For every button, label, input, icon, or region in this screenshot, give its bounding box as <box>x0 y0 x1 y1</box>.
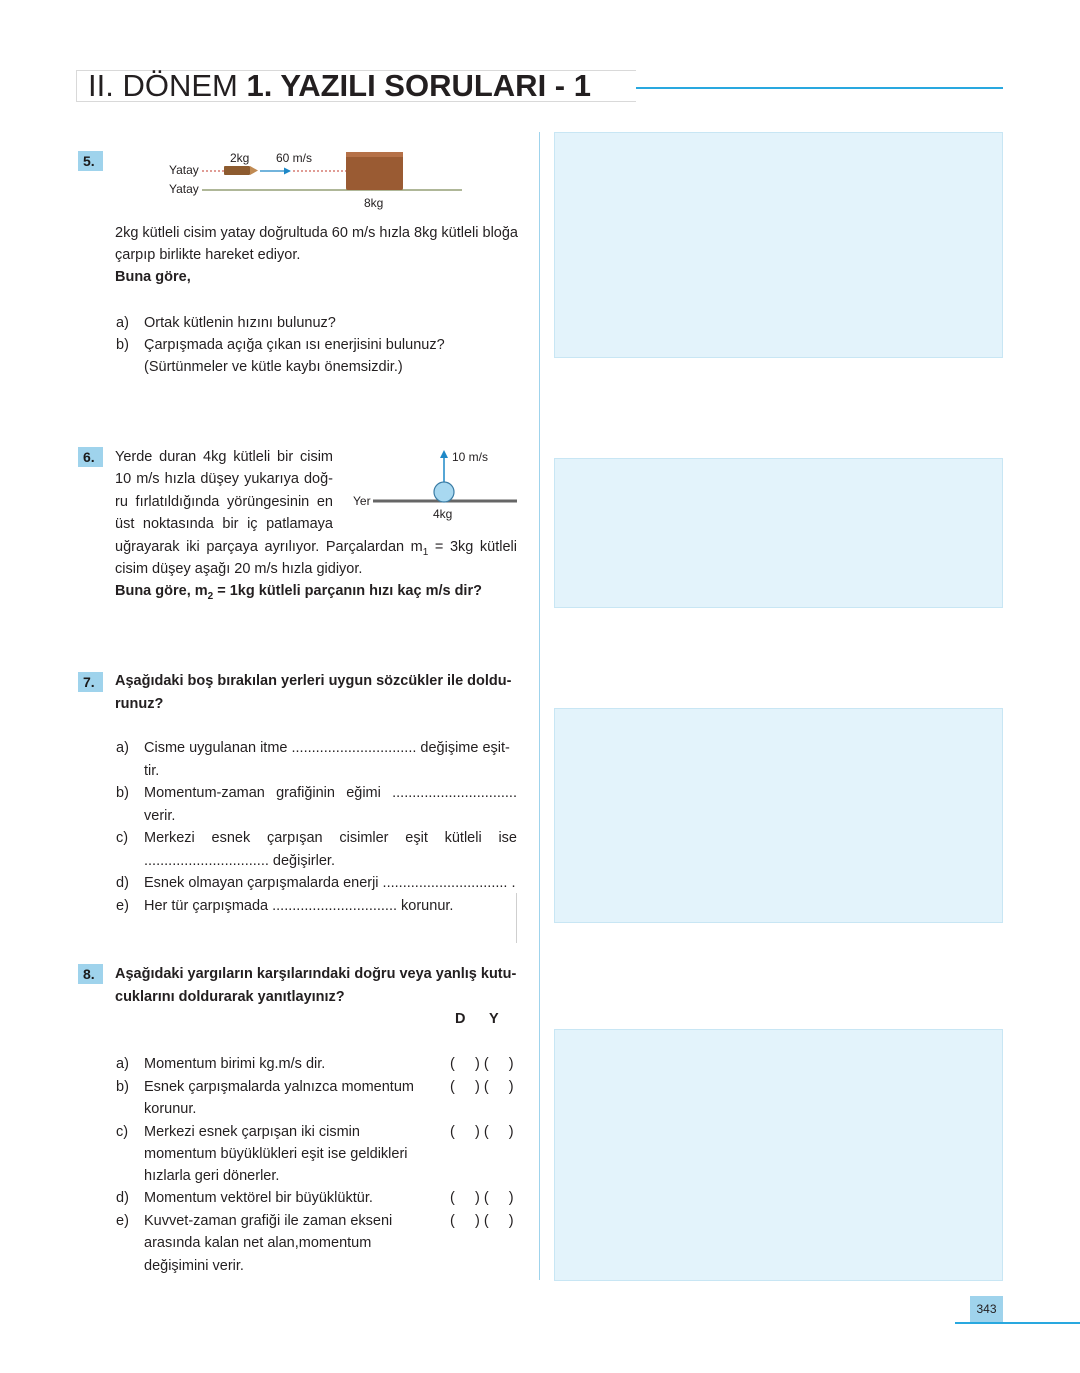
q7-e-line-1: Her tür çarpışmada ............................... korunur. <box>144 898 454 914</box>
column-divider <box>539 132 540 1280</box>
q5-item-a-label: a) <box>116 315 129 331</box>
q8-title-2: cuklarını doldurarak yanıtlayınız? <box>115 989 345 1005</box>
q8-e-line-1: Kuvvet-zaman grafiği ile zaman ekseni <box>144 1213 393 1229</box>
ball-icon <box>434 482 454 502</box>
label-yatay-top: Yatay <box>169 163 199 177</box>
q8-d-checkboxes[interactable]: ( ) ( ) <box>450 1190 514 1206</box>
q5-text-1: 2kg kütleli cisim yatay doğrultuda 60 m/s hızla 8kg kütleli bloğa <box>115 225 518 241</box>
q7-title-2: runuz? <box>115 696 164 712</box>
q5-text-2: çarpıp birlikte hareket ediyor. <box>115 247 301 263</box>
q7-side-rule <box>516 893 517 943</box>
answer-box-q7[interactable] <box>554 708 1003 923</box>
q6-line-3: ru fırlatıldığında yörüngesinin en <box>115 494 333 510</box>
q6-line-2: 10 m/s hızla düşey yukarıya doğ- <box>115 471 333 487</box>
question-number-7: 7. <box>78 672 103 692</box>
question-number-6: 6. <box>78 447 103 467</box>
q5-item-b-label: b) <box>116 337 129 353</box>
q8-c-checkboxes[interactable]: ( ) ( ) <box>450 1124 514 1140</box>
launch-diagram <box>345 445 520 525</box>
q7-d-line-1: Esnek olmayan çarpışmalarda enerji ............................... . <box>144 875 516 891</box>
question-number-5: 5. <box>78 151 103 171</box>
bullet-icon <box>224 166 258 175</box>
mass2-label: 8kg <box>364 196 384 210</box>
q7-d-label: d) <box>116 875 129 891</box>
q7-c-line-2: ............................... değişirler. <box>144 853 335 869</box>
answer-box-q6[interactable] <box>554 458 1003 608</box>
q8-c-label: c) <box>116 1124 129 1140</box>
question-number-8: 8. <box>78 964 103 984</box>
footer-rule <box>955 1322 1080 1324</box>
q8-b-label: b) <box>116 1079 129 1095</box>
q5-item-a-text: Ortak kütlenin hızını bulunuz? <box>144 315 336 331</box>
title-rule <box>636 87 1003 89</box>
q6-line-4: üst noktasında bir iç patlamaya <box>115 516 333 532</box>
q5-item-note: (Sürtünmeler ve kütle kaybı önemsizdir.) <box>144 359 403 375</box>
ground-label: Yer <box>353 494 371 508</box>
q8-e-label: e) <box>116 1213 129 1229</box>
q7-e-label: e) <box>116 898 129 914</box>
q6-line-1: Yerde duran 4kg kütleli bir cisim <box>115 449 333 465</box>
q8-b-line-2: korunur. <box>144 1101 197 1117</box>
q8-b-line-1: Esnek çarpışmalarda yalnızca momentum <box>144 1079 414 1095</box>
q7-b-line-1: Momentum-zaman grafiğinin eğimi ............................... <box>144 785 517 801</box>
column-header-y: Y <box>489 1011 499 1027</box>
arrow-icon <box>284 168 291 175</box>
page-title: II. DÖNEM 1. YAZILI SORULARI - 1 <box>88 68 591 103</box>
q7-b-label: b) <box>116 785 129 801</box>
q6-speed-label: 10 m/s <box>452 450 489 464</box>
q8-a-line-1: Momentum birimi kg.m/s dir. <box>144 1056 326 1072</box>
q7-c-label: c) <box>116 830 129 846</box>
q6-question: Buna göre, $m_2 = 1kg$ kütleli parçanın hızı kaç m/s dir? <box>115 583 482 602</box>
q8-a-checkboxes[interactable]: ( ) ( ) <box>450 1056 514 1072</box>
q8-e-line-3: değişimini verir. <box>144 1258 244 1274</box>
wooden-block <box>346 152 403 190</box>
q8-e-line-2: arasında kalan net alan,momentum <box>144 1235 372 1251</box>
q6-line-6: cisim düşey aşağı 20 m/s hızla gidiyor. <box>115 561 363 577</box>
q5-item-b-text: Çarpışmada açığa çıkan ısı enerjisini bulunuz? <box>144 337 445 353</box>
q7-title-1: Aşağıdaki boş bırakılan yerleri uygun sözcükler ile doldu- <box>115 673 512 689</box>
q8-title-1: Aşağıdaki yargıların karşılarındaki doğru veya yanlış kutu- <box>115 966 517 982</box>
q8-d-line-1: Momentum vektörel bir büyüklüktür. <box>144 1190 373 1206</box>
q7-a-label: a) <box>116 740 129 756</box>
q8-c-line-2: momentum büyüklükleri eşit ise geldikleri <box>144 1146 408 1162</box>
answer-box-q5[interactable] <box>554 132 1003 358</box>
q8-c-line-1: Merkezi esnek çarpışan iki cismin <box>144 1124 360 1140</box>
q6-line-5: uğrayarak iki parçaya ayrılıyor. Parçalardan $m_1 = 3kg$ kütleli <box>115 539 517 558</box>
q7-a-line-2: tir. <box>144 763 160 779</box>
q8-b-checkboxes[interactable]: ( ) ( ) <box>450 1079 514 1095</box>
q7-b-line-2: verir. <box>144 808 176 824</box>
answer-box-q8[interactable] <box>554 1029 1003 1281</box>
column-header-d: D <box>455 1011 466 1027</box>
page-number: 343 <box>970 1296 1003 1322</box>
q8-a-label: a) <box>116 1056 129 1072</box>
label-yatay-bottom: Yatay <box>169 182 199 196</box>
q6-mass-label: 4kg <box>433 507 453 521</box>
q7-c-line-1: Merkezi esnek çarpışan cisimler eşit kütleli ise <box>144 830 517 846</box>
mass1-label: 2kg <box>230 151 250 165</box>
q7-a-line-1: Cisme uygulanan itme ............................... değişime eşit- <box>144 740 510 756</box>
q8-e-checkboxes[interactable]: ( ) ( ) <box>450 1213 514 1229</box>
collision-diagram <box>160 145 470 215</box>
q8-d-label: d) <box>116 1190 129 1206</box>
q5-lead: Buna göre, <box>115 269 191 285</box>
up-arrow-icon <box>440 450 448 458</box>
q8-c-line-3: hızlarla geri dönerler. <box>144 1168 280 1184</box>
speed-label: 60 m/s <box>276 151 313 165</box>
